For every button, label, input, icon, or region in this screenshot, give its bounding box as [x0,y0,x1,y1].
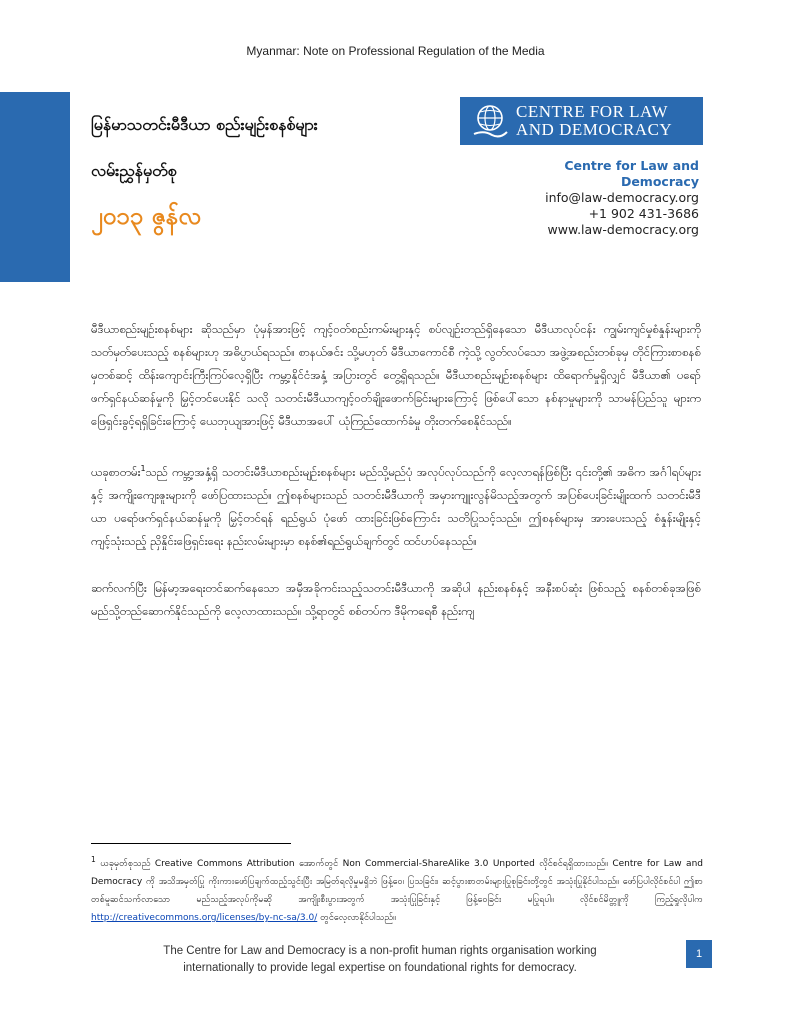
document-date: ၂၀၁၃ ဇွန်လ [91,202,201,230]
contact-website[interactable]: www.law-democracy.org [547,222,699,237]
body-text [91,318,701,647]
license-link[interactable]: http://creativecommons.org/licenses/by-nc-sa/3.0/ [91,913,318,923]
cld-logo [460,97,703,145]
footnote-marker: 1 [91,855,96,864]
footnote [91,851,703,927]
footnote-text: ယခုမှတ်စုသည် Creative Commons Attribution အောက်တွင် Non Commercial-ShareAlike 3.0 Unported လိုင်စင်ရရှိထားသည်။ Centre for Law and Democracy ကို အသိအမှတ်ပြု ကိုးကားဖော်ပြချက်ထည့်သွင်းပြီး အမြတ်ရလိုမှုမရှိဘဲ ဖြန့်ဝေ၊ ပြသခြင်း၊ ဆင့်ပွားစာတမ်းများပြုစုခြင်းတို့တွင် အသုံးပြုနိုင်ပါသည်။ ဖော်ပြပါလိုင်စင်ပါ ဤစာတစ်မူဆင်သက်လာသော မည်သည့်အလုပ်ကိုမဆို အကျိုးစီးပွားအတွက် အသုံးပြုခြင်းနှင့် ဖြန့်ဝေခြင်း မပြုရပါ။ လိုင်စင်မိတ္တူကို ကြည့်ရှုလိုပါက [91,859,703,905]
footnote-ref[interactable]: 1 [140,464,146,473]
globe-hand-icon [470,101,510,141]
accent-side-bar [0,92,70,282]
logo-line1: CENTRE FOR LAW [516,102,669,121]
document-subtitle: လမ်းညွှန်မှတ်စု [91,161,177,180]
paragraph-1: မီဒီယာစည်းမျဉ်းစနစ်များ ဆိုသည်မှာ ပုံမှန်အားဖြင့် ကျင့်ဝတ်စည်းကမ်းများနှင့် စပ်လျဉ်းတည်ရှိနေသော မီဒီယာလုပ်ငန်း ကျွမ်းကျင်မှုစံနှုန်းများကို သတ်မှတ်ပေးသည့် စနစ်များဟု အဓိပ္ပာယ်ရသည်။ စာနယ်ဇင်း သို့မဟုတ် မီဒီယာကောင်စီ ကဲ့သို့ လွတ်လပ်သော အဖွဲ့အစည်းတစ်ခုမှ တိုင်ကြားစာစနစ်မှတစ်ဆင့် ထိန်းကျောင်းကြီးကြပ်လေ့ရှိပြီး ကမ္ဘာ့နိုင်ငံအနှံ့ အပြားတွင် တွေ့ရှိရသည်။ မီဒီယာစည်းမျဉ်းစနစ်များ ထိရောက်မှုရှိလျှင် မီဒီယာ၏ ပရော်ဖက်ရှင်နယ်ဆန်မှုကို မြှင့်တင်ပေးနိုင် သလို သတင်းမီဒီယာကျင့်ဝတ်ချိုးဖောက်ခြင်းများကြောင့် ဖြစ်ပေါ်သော နစ်နာမှုများကို သာမန်ပြည်သူ များက ဖြေရှင်းခွင့်ရရှိခြင်းကြောင့် ယေဘုယျအားဖြင့် မီဒီယာအပေါ် ယုံကြည်ထောက်ခံမှု တိုးတက်စေနိုင်သည်။ [91,322,701,428]
footer-line1: The Centre for Law and Democracy is a non-profit human rights organisation working [163,945,597,957]
paragraph-2-lead: ယခုစာတမ်း [91,464,141,479]
running-header: Myanmar: Note on Professional Regulation of the Media [246,44,545,58]
page-footer [110,943,650,977]
title-block [91,114,451,236]
contact-phone: +1 902 431-3686 [588,206,699,221]
contact-block [529,158,699,238]
contact-email[interactable]: info@law-democracy.org [545,190,699,205]
paragraph-2-rest: သည် ကမ္ဘာ့အနှံ့ရှိ သတင်းမီဒီယာစည်းမျဉ်းစနစ်များ မည်သို့မည်ပုံ အလုပ်လုပ်သည်ကို လေ့လာရန်ဖြစ်ပြီး ၎င်းတို့၏ အဓိက အင်္ဂါရပ်များနှင့် အကျိုးကျေးဇူးများကို ဖော်ပြထားသည်။ ဤစနစ်များသည် သတင်းမီဒီယာကို အမှားကျူးလွန်မိသည့်အတွက် အပြစ်ပေးခြင်းမျိုးထက် သတင်းမီဒီယာ ပရော်ဖက်ရှင်နယ်ဆန်မှုကို မြှင့်တင်ရန် ရည်ရွယ် ပုံဖော် ထားခြင်းဖြစ်ကြောင်း သတိပြုသင့်သည်။ ဤစနစ်များမှ အားပေးသည့် စံနှုန်းမျိုးနှင့် ကျင့်သုံးသည့် ညှိနှိုင်းဖြေရှင်းရေး နည်းလမ်းများမှာ စနစ်၏ရည်ရွယ်ချက်တွင် ထင်ဟပ်နေသည်။ [91,464,701,548]
page-number: 1 [686,940,712,968]
paragraph-3: ဆက်လက်ပြီး မြန်မာ့အရေးတင်ဆက်နေသော အမှီအခိုကင်းသည့်သတင်းမီဒီယာကို အဆိုပါ နည်းစနစ်နှင့် အနီးစပ်ဆုံး ဖြစ်သည့် စနစ်တစ်ခုအဖြစ် မည်သို့တည်ဆောက်နိုင်သည်ကို လေ့လာထားသည်။ သို့ရာတွင် စစ်တပ်က ဒီမိုကရေစီ နည်းကျ [91,580,701,618]
footnote-divider [91,843,291,844]
logo-line2: AND DEMOCRACY [516,120,673,139]
contact-org: Centre for Law and Democracy [564,158,699,189]
document-title: မြန်မာသတင်းမီဒီယာ စည်းမျဉ်းစနစ်များ [91,115,318,134]
paragraph-2 [91,457,701,553]
footnote-text-end: တွင်လေ့လာနိုင်ပါသည်။ [320,913,396,923]
footer-line2: internationally to provide legal expertise on foundational rights for democracy. [183,962,577,974]
